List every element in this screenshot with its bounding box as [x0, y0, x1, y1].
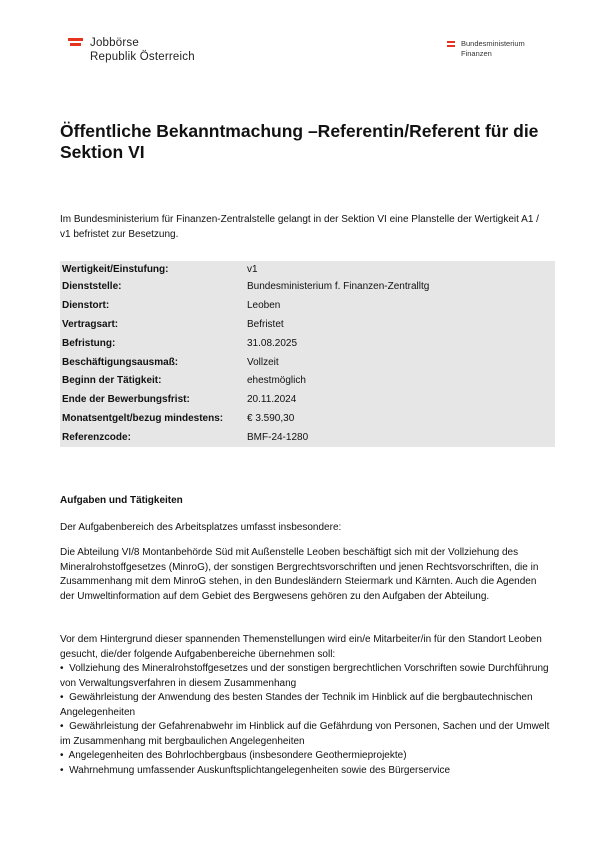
info-row: [60, 261, 555, 277]
list-item: [60, 662, 552, 691]
info-value: Vollzeit: [247, 356, 279, 368]
bmf-logo-line-1: Bundesministerium: [461, 39, 525, 48]
info-label: Befristung:: [62, 337, 116, 349]
info-value: 31.08.2025: [247, 337, 298, 349]
info-value: Bundesministerium f. Finanzen-Zentralltg: [247, 280, 430, 292]
info-value: v1: [247, 263, 258, 275]
info-label: Beginn der Tätigkeit:: [62, 375, 162, 387]
list-item-text: Vollziehung des Mineralrohstoffgesetzes und der sonstigen bergrechtlichen Vorschriften sowie Durchführung von Verwaltungsverfahren in diesem Zusammenhang: [60, 663, 549, 689]
info-row: [60, 334, 555, 353]
info-value: ehestmöglich: [247, 375, 306, 387]
info-label: Vertragsart:: [62, 318, 119, 330]
austria-flag-icon: [68, 38, 83, 48]
job-info-table: [60, 261, 555, 447]
info-row: [60, 390, 555, 409]
info-row: [60, 409, 555, 428]
info-value: 20.11.2024: [247, 394, 297, 406]
logo-line-1: Jobbörse: [90, 37, 139, 49]
section-para-2: Die Abteilung VI/8 Montanbehörde Süd mit Außenstelle Leoben beschäftigt sich mit der Vollziehung des Mineralrohstoffgesetzes (MinroG), der sonstigen Bergrechtsvorschriften und jenen Rechtsvorschriften, die in Zusammenhang mit dem MinroG stehen, in den Bundesländern Steiermark und Kärnten. Auch die Agenden der Umweltinformation auf dem Gebiet des Bergwesens gehören zu den Aufgaben der Abteilung.: [60, 547, 539, 602]
list-item-text: Angelegenheiten des Bohrlochbergbaus (insbesondere Geothermieprojekte): [68, 750, 407, 761]
task-list: [60, 662, 552, 778]
section-para-3-block: [60, 633, 552, 778]
section-para-1: Der Aufgabenbereich des Arbeitsplatzes umfasst insbesondere:: [60, 522, 342, 533]
list-item-text: Gewährleistung der Gefahrenabwehr im Hinblick auf die Gefährdung von Personen, Sachen und der Umwelt im Zusammenhang mit bergbaulichen Angelegenheiten: [60, 721, 550, 747]
logo-line-2: Republik Österreich: [90, 51, 195, 63]
info-row: [60, 296, 555, 315]
section-title: Aufgaben und Tätigkeiten: [60, 495, 183, 506]
info-label: Beschäftigungsausmaß:: [62, 356, 179, 368]
info-row: [60, 353, 555, 372]
info-label: Dienststelle:: [62, 280, 122, 292]
bullet-icon: •: [60, 721, 64, 732]
info-row: [60, 371, 555, 390]
info-value: € 3.590,30: [247, 413, 295, 425]
list-item-text: Wahrnehmung umfassender Auskunftsplichtangelegenheiten sowie des Bürgerservice: [69, 764, 451, 776]
bmf-logo-line-2: Finanzen: [461, 49, 492, 58]
list-item: [60, 764, 552, 779]
info-row: [60, 315, 555, 334]
intro-paragraph: Im Bundesministerium für Finanzen-Zentralstelle gelangt in der Sektion VI eine Planstelle der Wertigkeit A1 / v1 befristet zur Besetzung.: [60, 214, 539, 240]
section-para-3: Vor dem Hintergrund dieser spannenden Themenstellungen wird ein/e Mitarbeiter/in für den Standort Leoben gesucht, die/der folgende Aufgabenbereiche übernehmen soll:: [60, 634, 542, 660]
info-value: BMF-24-1280: [247, 432, 309, 444]
list-item: [60, 691, 552, 720]
info-label: Wertigkeit/Einstufung:: [62, 263, 169, 275]
bullet-icon: •: [60, 692, 64, 703]
info-label: Ende der Bewerbungsfrist:: [62, 394, 190, 406]
info-value: Befristet: [247, 318, 284, 330]
bullet-icon: •: [60, 750, 64, 761]
info-label: Monatsentgelt/bezug mindestens:: [62, 413, 224, 425]
list-item: [60, 720, 552, 749]
jobboerse-logo: [68, 36, 195, 64]
bullet-icon: •: [60, 663, 64, 674]
page-title: Öffentliche Bekanntmachung –Referentin/Referent für die Sektion VI: [60, 121, 539, 162]
list-item: [60, 749, 552, 764]
bmf-logo: [447, 39, 525, 59]
list-item-text: Gewährleistung der Anwendung des besten Standes der Technik im Hinblick auf die bergbautechnischen Angelegenheiten: [60, 692, 533, 718]
info-label: Referenzcode:: [62, 432, 131, 444]
bullet-icon: •: [60, 764, 64, 776]
info-label: Dienstort:: [62, 299, 110, 311]
info-row: [60, 428, 555, 447]
austria-flag-small-icon: [447, 41, 455, 49]
info-value: Leoben: [247, 299, 281, 311]
info-row: [60, 277, 555, 296]
